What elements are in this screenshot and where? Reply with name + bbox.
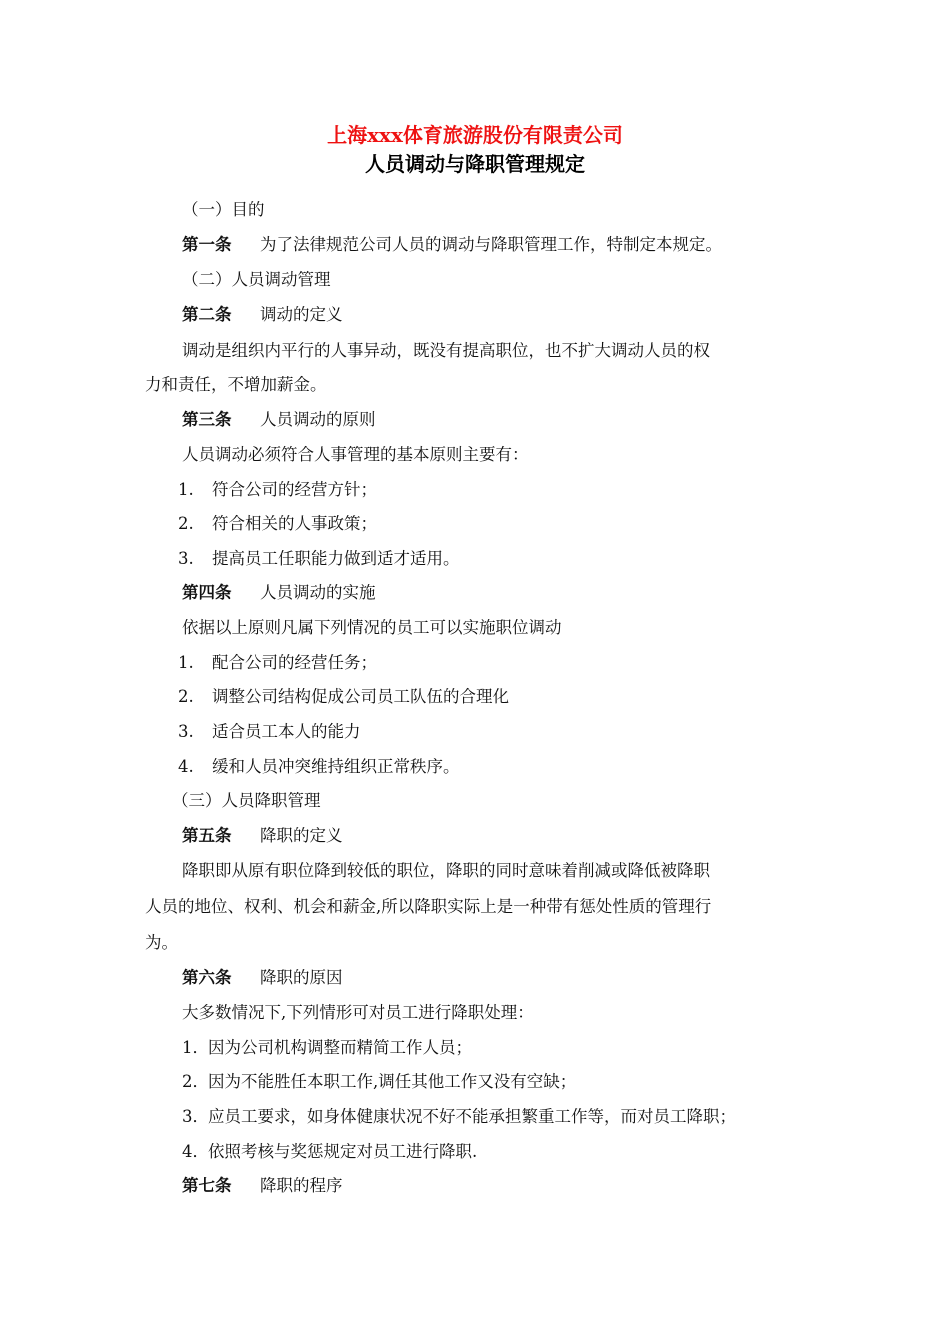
section-heading-transfer: （二）人员调动管理 (182, 270, 331, 289)
list-text: 符合相关的人事政策； (212, 514, 377, 533)
paragraph-line: 依据以上原则凡属下列情况的员工可以实施职位调动 (182, 618, 562, 637)
list-text: 配合公司的经营任务； (212, 653, 377, 672)
article-5 (182, 824, 343, 848)
article-text: 降职的程序 (260, 1176, 343, 1195)
paragraph-line: 力和责任，不增加薪金。 (145, 375, 327, 394)
article-text: 降职的定义 (260, 826, 343, 845)
article-number: 第二条 (182, 305, 232, 324)
article-number: 第一条 (182, 235, 232, 254)
list-number: 2. (178, 514, 194, 533)
list-text: 缓和人员冲突维持组织正常秩序。 (212, 757, 460, 776)
article-text: 为了法律规范公司人员的调动与降职管理工作，特制定本规定。 (260, 235, 722, 254)
list-number: 4． (182, 1142, 209, 1161)
list-number: 3. (178, 722, 194, 741)
list-item (182, 1140, 477, 1164)
section-heading-demotion: （三）人员降职管理 (172, 791, 321, 810)
list-number: 2. (178, 687, 194, 706)
list-item (178, 547, 460, 571)
list-text: 因为不能胜任本职工作,调任其他工作又没有空缺； (208, 1072, 577, 1091)
list-item (182, 1070, 576, 1094)
list-item (182, 1105, 736, 1129)
list-number: 1． (182, 1038, 209, 1057)
list-number: 1. (178, 480, 194, 499)
list-item (178, 512, 377, 536)
list-item (178, 720, 361, 744)
list-item (182, 1036, 472, 1060)
list-item (178, 755, 460, 779)
article-6 (182, 966, 343, 990)
list-item (178, 685, 509, 709)
article-number: 第四条 (182, 583, 232, 602)
article-text: 人员调动的实施 (260, 583, 376, 602)
list-text: 依照考核与奖惩规定对员工进行降职. (208, 1142, 478, 1161)
list-text: 调整公司结构促成公司员工队伍的合理化 (212, 687, 509, 706)
paragraph-line: 调动是组织内平行的人事异动，既没有提高职位，也不扩大调动人员的权 (182, 341, 710, 360)
article-number: 第三条 (182, 410, 232, 429)
article-3 (182, 408, 376, 432)
document-title: 人员调动与降职管理规定 (365, 152, 585, 176)
list-item (178, 651, 377, 675)
list-number: 2． (182, 1072, 209, 1091)
article-7 (182, 1174, 343, 1198)
article-number: 第六条 (182, 968, 232, 987)
list-number: 3． (182, 1107, 209, 1126)
list-text: 适合员工本人的能力 (212, 722, 361, 741)
list-text: 应员工要求，如身体健康状况不好不能承担繁重工作等，而对员工降职； (208, 1107, 736, 1126)
paragraph-line: 降职即从原有职位降到较低的职位，降职的同时意味着削减或降低被降职 (182, 861, 710, 880)
company-name: 上海xxx体育旅游股份有限责公司 (327, 123, 623, 147)
paragraph-line: 大多数情况下,下列情形可对员工进行降职处理： (182, 1003, 534, 1022)
article-text: 人员调动的原则 (260, 410, 376, 429)
article-number: 第五条 (182, 826, 232, 845)
list-number: 3. (178, 549, 194, 568)
article-4 (182, 581, 376, 605)
article-1 (182, 233, 722, 257)
article-2 (182, 303, 343, 327)
article-text: 调动的定义 (260, 305, 343, 324)
paragraph-line: 人员的地位、权利、机会和薪金,所以降职实际上是一种带有惩处性质的管理行 (145, 897, 712, 916)
paragraph-line: 人员调动必须符合人事管理的基本原则主要有： (182, 445, 529, 464)
list-item (178, 478, 377, 502)
article-number: 第七条 (182, 1176, 232, 1195)
list-number: 4. (178, 757, 194, 776)
list-text: 符合公司的经营方针； (212, 480, 377, 499)
list-text: 提高员工任职能力做到适才适用。 (212, 549, 460, 568)
list-text: 因为公司机构调整而精简工作人员； (208, 1038, 472, 1057)
section-heading-purpose: （一）目的 (182, 200, 265, 219)
list-number: 1. (178, 653, 194, 672)
article-text: 降职的原因 (260, 968, 343, 987)
paragraph-line: 为。 (145, 933, 178, 952)
